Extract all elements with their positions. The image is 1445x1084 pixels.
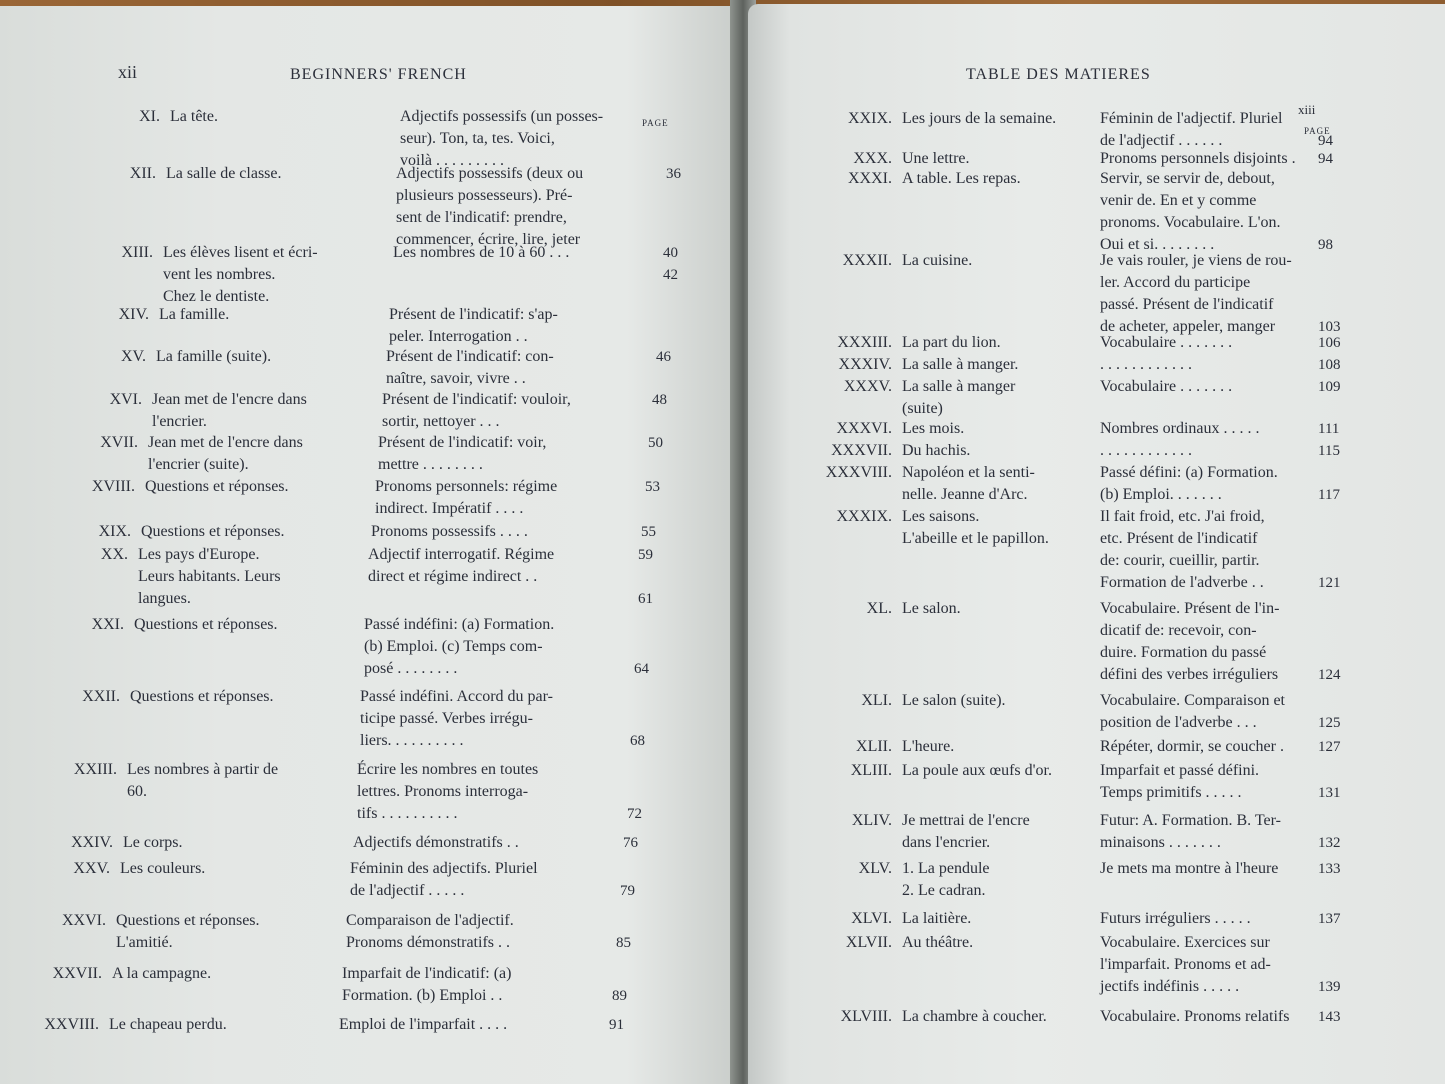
toc-entry-title: Jean met de l'encre dans l'encrier. — [152, 391, 307, 430]
toc-entry-roman-numeral: XIX. — [98, 523, 131, 540]
toc-entry-page: 40 42 — [663, 245, 678, 283]
toc-entry-roman-numeral: XX. — [100, 546, 128, 563]
toc-entry-title: Questions et réponses. — [145, 478, 289, 495]
toc-entry-page: 111 — [1318, 421, 1340, 437]
toc-entry-page: 131 — [1318, 785, 1341, 801]
toc-entry-topic: Nombres ordinaux . . . . . — [1100, 420, 1260, 437]
toc-entry-title: La famille (suite). — [156, 348, 272, 365]
toc-entry-page: 133 — [1318, 861, 1341, 877]
toc-entry-topic: Futurs irréguliers . . . . . — [1100, 910, 1251, 927]
toc-entry-topic: Vocabulaire . . . . . . . — [1100, 334, 1233, 351]
toc-entry-page: 59 61 — [638, 547, 653, 607]
toc-entry-roman-numeral: XIV. — [118, 306, 149, 323]
toc-entry-page: 53 — [645, 479, 660, 495]
toc-entry-roman-numeral: XLI. — [861, 692, 892, 709]
toc-entry-topic: Féminin de l'adjectif. Pluriel de l'adjectif . . . . . . — [1100, 110, 1283, 149]
toc-entry-topic: Vocabulaire. Présent de l'in- dicatif de: recevoir, con- duire. Formation du passé défini des verbes irréguliers — [1100, 600, 1280, 683]
toc-entry-roman-numeral: XLII. — [856, 738, 892, 755]
toc-entry-title: Une lettre. — [902, 150, 970, 167]
toc-entry-page: 76 — [623, 835, 638, 851]
right-running-head: TABLE DES MATIERES — [966, 66, 1151, 83]
toc-entry-topic: Imparfait et passé défini. Temps primitifs . . . . . — [1100, 762, 1260, 801]
toc-entry-title: Je mettrai de l'encre dans l'encrier. — [902, 812, 1030, 851]
toc-entry-page: 103 — [1318, 319, 1341, 335]
toc-entry-title: Les élèves lisent et écri- vent les nombres. Chez le dentiste. — [163, 244, 318, 305]
toc-entry-roman-numeral: XVII. — [100, 434, 138, 451]
toc-entry-topic: Adjectifs possessifs (un posses- seur). Ton, ta, tes. Voici, voilà . . . . . . . . . — [400, 108, 604, 169]
toc-entry-topic: Écrire les nombres en toutes lettres. Pronoms interroga- tifs . . . . . . . . . . — [357, 761, 539, 822]
toc-entry-page: 115 — [1318, 443, 1340, 459]
toc-entry-roman-numeral: XXIX. — [848, 110, 892, 127]
toc-entry-roman-numeral: XLVIII. — [840, 1008, 892, 1025]
toc-entry-page: 94 — [1318, 151, 1333, 167]
toc-entry-topic: Futur: A. Formation. B. Ter- minaisons . . . . . . . — [1100, 812, 1281, 851]
toc-entry-page: 125 — [1318, 715, 1341, 731]
toc-entry-topic: Je mets ma montre à l'heure — [1100, 860, 1279, 877]
toc-entry-roman-numeral: XXXII. — [842, 252, 892, 269]
toc-entry-roman-numeral: XLVI. — [851, 910, 892, 927]
toc-entry-topic: Adjectifs démonstratifs . . — [353, 834, 519, 851]
toc-entry-topic: Présent de l'indicatif: con- naître, savoir, vivre . . — [386, 348, 554, 387]
toc-entry-topic: Pronoms personnels disjoints . — [1100, 150, 1296, 167]
left-page — [0, 6, 738, 1084]
toc-entry-title: Le corps. — [123, 834, 183, 851]
toc-entry-page: 89 — [612, 988, 627, 1004]
toc-entry-title: La tête. — [170, 108, 218, 125]
toc-entry-page: 94 — [1318, 133, 1333, 149]
left-page-label: PAGE — [642, 118, 669, 128]
toc-entry-topic: Vocabulaire . . . . . . . — [1100, 378, 1233, 395]
toc-entry-title: Les nombres à partir de 60. — [127, 761, 279, 800]
toc-entry-roman-numeral: XXXVIII. — [825, 464, 892, 481]
toc-entry-title: Questions et réponses. — [134, 616, 278, 633]
toc-entry-roman-numeral: XLIV. — [851, 812, 892, 829]
right-page — [748, 4, 1445, 1084]
toc-entry-title: La salle à manger. — [902, 356, 1019, 373]
toc-entry-title: A table. Les repas. — [902, 170, 1021, 187]
toc-entry-topic: Adjectifs possessifs (deux ou plusieurs possesseurs). Pré- sent de l'indicatif: prendre, commencer, écrire, lire, jeter — [396, 165, 584, 248]
toc-entry-roman-numeral: XXXVI. — [836, 420, 892, 437]
toc-entry-page: 64 — [634, 661, 649, 677]
toc-entry-page: 108 — [1318, 357, 1341, 373]
toc-entry-page: 72 — [627, 806, 642, 822]
toc-entry-title: La poule aux œufs d'or. — [902, 762, 1052, 779]
toc-entry-title: Les mois. — [902, 420, 965, 437]
toc-entry-title: Le salon (suite). — [902, 692, 1006, 709]
toc-entry-title: Questions et réponses. — [141, 523, 285, 540]
toc-entry-title: Du hachis. — [902, 442, 971, 459]
toc-entry-title: Les saisons. L'abeille et le papillon. — [902, 508, 1049, 547]
toc-entry-topic: Pronoms possessifs . . . . — [371, 523, 528, 540]
toc-entry-roman-numeral: XXIV. — [71, 834, 113, 851]
right-page-label: PAGE — [1304, 126, 1331, 136]
toc-entry-roman-numeral: XXXI. — [848, 170, 892, 187]
toc-entry-roman-numeral: XVIII. — [91, 478, 135, 495]
toc-entry-roman-numeral: XXXIX. — [836, 508, 892, 525]
toc-entry-roman-numeral: XII. — [129, 165, 156, 182]
toc-entry-page: 127 — [1318, 739, 1341, 755]
toc-entry-title: La laitière. — [902, 910, 972, 927]
toc-entry-title: La part du lion. — [902, 334, 1001, 351]
toc-entry-page: 139 — [1318, 979, 1341, 995]
toc-entry-title: Jean met de l'encre dans l'encrier (suite). — [148, 434, 303, 473]
toc-entry-page: 85 — [616, 935, 631, 951]
toc-entry-topic: Passé défini: (a) Formation. (b) Emploi. . . . . . . — [1100, 464, 1278, 503]
toc-entry-roman-numeral: XI. — [139, 108, 160, 125]
toc-entry-topic: . . . . . . . . . . . . — [1100, 356, 1192, 373]
toc-entry-topic: Je vais rouler, je viens de rou- ler. Accord du participe passé. Présent de l'indicatif de acheter, appeler, manger — [1100, 252, 1292, 335]
toc-entry-title: Le salon. — [902, 600, 961, 617]
toc-entry-topic: Vocabulaire. Exercices sur l'imparfait. Pronoms et ad- jectifs indéfinis . . . . . — [1100, 934, 1271, 995]
toc-entry-topic: Imparfait de l'indicatif: (a) Formation. (b) Emploi . . — [342, 965, 512, 1004]
toc-entry-page: 46 — [656, 349, 671, 365]
toc-entry-roman-numeral: XXXVII. — [831, 442, 892, 459]
toc-entry-topic: Vocabulaire. Comparaison et position de l'adverbe . . . — [1100, 692, 1285, 731]
toc-entry-title: Les pays d'Europe. Leurs habitants. Leurs langues. — [138, 546, 281, 607]
toc-entry-topic: Présent de l'indicatif: voir, mettre . . . . . . . . — [378, 434, 547, 473]
toc-entry-topic: Adjectif interrogatif. Régime direct et régime indirect . . — [368, 546, 555, 585]
toc-entry-topic: . . . . . . . . . . . . — [1100, 442, 1192, 459]
toc-entry-page: 143 — [1318, 1009, 1341, 1025]
toc-entry-roman-numeral: XV. — [120, 348, 146, 365]
toc-entry-roman-numeral: XXXIII. — [837, 334, 892, 351]
toc-entry-title: Questions et réponses. L'amitié. — [116, 912, 260, 951]
toc-entry-page: 50 — [648, 435, 663, 451]
toc-entry-title: Le chapeau perdu. — [109, 1016, 227, 1033]
toc-entry-topic: Vocabulaire. Pronoms relatifs — [1100, 1008, 1290, 1025]
toc-entry-page: 79 — [620, 883, 635, 899]
toc-entry-topic: Il fait froid, etc. J'ai froid, etc. Présent de l'indicatif de: courir, cueillir, partir. Formation de l'adverbe . . — [1100, 508, 1265, 591]
toc-entry-page: 117 — [1318, 487, 1340, 503]
toc-entry-title: Les jours de la semaine. — [902, 110, 1057, 127]
toc-entry-roman-numeral: XXVII. — [52, 965, 102, 982]
left-running-head: BEGINNERS' FRENCH — [290, 66, 467, 83]
toc-entry-roman-numeral: XL. — [866, 600, 892, 617]
toc-entry-page: 98 — [1318, 237, 1333, 253]
toc-entry-title: La famille. — [159, 306, 230, 323]
toc-entry-page: 55 — [641, 524, 656, 540]
toc-entry-title: La salle à manger (suite) — [902, 378, 1016, 417]
toc-entry-roman-numeral: XXXIV. — [838, 356, 892, 373]
toc-entry-roman-numeral: XXV. — [73, 860, 110, 877]
toc-entry-roman-numeral: XXVI. — [62, 912, 106, 929]
toc-entry-topic: Présent de l'indicatif: vouloir, sortir, nettoyer . . . — [382, 391, 571, 430]
toc-entry-topic: Passé indéfini: (a) Formation. (b) Emploi. (c) Temps com- posé . . . . . . . . — [364, 616, 555, 677]
toc-entry-roman-numeral: XVI. — [109, 391, 142, 408]
toc-entry-roman-numeral: XLVII. — [845, 934, 892, 951]
toc-entry-roman-numeral: XXX. — [853, 150, 892, 167]
toc-entry-roman-numeral: XIII. — [121, 244, 153, 261]
toc-entry-topic: Pronoms personnels: régime indirect. Impératif . . . . — [375, 478, 558, 517]
toc-entry-title: La chambre à coucher. — [902, 1008, 1047, 1025]
toc-entry-roman-numeral: XLV. — [858, 860, 892, 877]
toc-entry-title: La cuisine. — [902, 252, 973, 269]
toc-entry-page: 91 — [609, 1017, 624, 1033]
toc-entry-topic: Servir, se servir de, debout, venir de. En et y comme pronoms. Vocabulaire. L'on. Oui et si. . . . . . . . — [1100, 170, 1281, 253]
toc-entry-topic: Comparaison de l'adjectif. Pronoms démonstratifs . . — [346, 912, 514, 951]
toc-entry-title: 1. La pendule 2. Le cadran. — [902, 860, 990, 899]
toc-entry-page: 106 — [1318, 335, 1341, 351]
toc-entry-title: A la campagne. — [112, 965, 212, 982]
right-page-number: xiii — [1298, 102, 1316, 117]
toc-entry-page: 109 — [1318, 379, 1341, 395]
toc-entry-page: 36 — [666, 166, 681, 182]
toc-entry-topic: Les nombres de 10 à 60 . . . — [393, 244, 570, 261]
toc-entry-roman-numeral: XXI. — [91, 616, 124, 633]
toc-entry-topic: Passé indéfini. Accord du par- ticipe passé. Verbes irrégu- liers. . . . . . . . . . — [360, 688, 553, 749]
toc-entry-topic: Féminin des adjectifs. Pluriel de l'adjectif . . . . . — [350, 860, 538, 899]
toc-entry-page: 124 — [1318, 667, 1341, 683]
toc-entry-title: La salle de classe. — [166, 165, 282, 182]
toc-entry-title: Questions et réponses. — [130, 688, 274, 705]
toc-entry-page: 68 — [630, 733, 645, 749]
toc-entry-title: Au théâtre. — [902, 934, 974, 951]
toc-entry-roman-numeral: XXII. — [82, 688, 120, 705]
toc-entry-page: 137 — [1318, 911, 1341, 927]
toc-entry-roman-numeral: XXVIII. — [44, 1016, 99, 1033]
left-page-number: xii — [118, 62, 138, 82]
toc-entry-topic: Emploi de l'imparfait . . . . — [339, 1016, 508, 1033]
toc-entry-title: L'heure. — [902, 738, 955, 755]
toc-entry-page: 48 — [652, 392, 667, 408]
toc-entry-title: Napoléon et la senti- nelle. Jeanne d'Arc. — [902, 464, 1035, 503]
toc-entry-roman-numeral: XLIII. — [850, 762, 892, 779]
toc-entry-topic: Présent de l'indicatif: s'ap- peler. Interrogation . . — [389, 306, 558, 345]
toc-entry-roman-numeral: XXIII. — [73, 761, 117, 778]
toc-entry-title: Les couleurs. — [120, 860, 206, 877]
toc-entry-topic: Répéter, dormir, se coucher . — [1100, 738, 1284, 755]
toc-entry-page: 132 — [1318, 835, 1341, 851]
toc-entry-page: 121 — [1318, 575, 1341, 591]
toc-entry-roman-numeral: XXXV. — [843, 378, 892, 395]
